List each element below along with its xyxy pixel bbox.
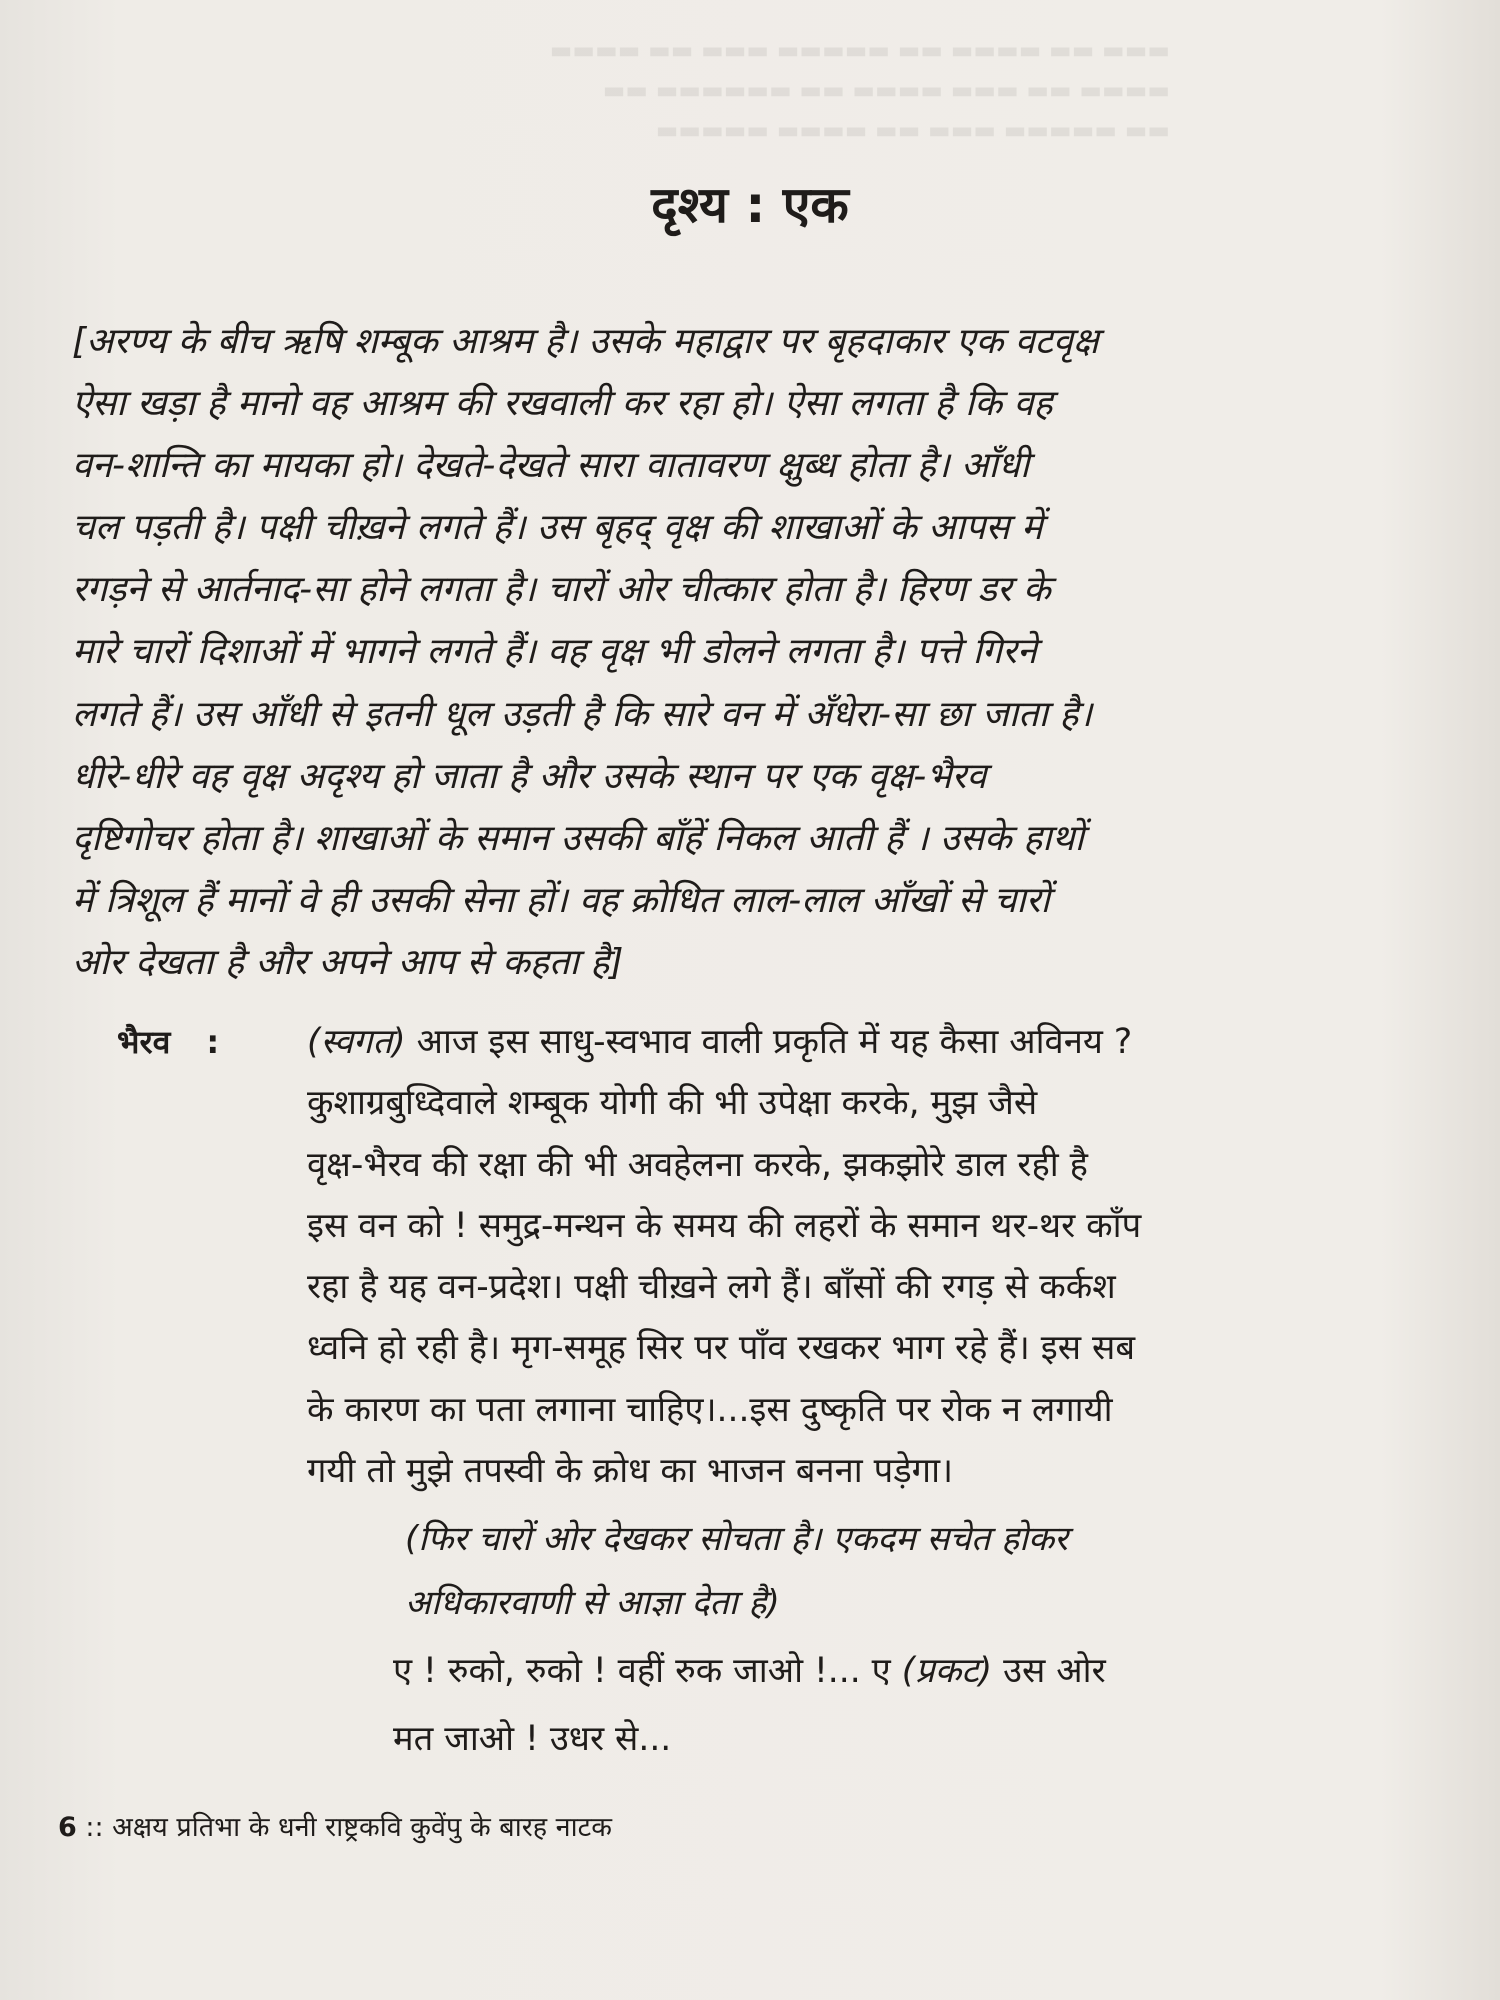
stage-direction-line: धीरे-धीरे वह वृक्ष अदृश्य हो जाता है और उसके स्थान पर एक वृक्ष-भैरव (72, 755, 987, 797)
page-footer (58, 1808, 612, 1848)
dialogue-line: ध्वनि हो रही है। मृग-समूह सिर पर पाँव रखकर भाग रहे हैं। इस सब (307, 1328, 1136, 1369)
book-title: अक्षय प्रतिभा के धनी राष्ट्रकवि कुवेंपु के बारह नाटक (112, 1812, 612, 1843)
stage-direction-line: वन-शान्ति का मायका हो। देखते-देखते सारा वातावरण क्षुब्ध होता है। आँधी (72, 445, 1030, 487)
stage-direction-line: मारे चारों दिशाओं में भागने लगते हैं। वह वृक्ष भी डोलने लगता है। पत्ते गिरने (72, 631, 1037, 673)
dialogue-line: के कारण का पता लगाना चाहिए।...इस दुष्कृति पर रोक न लगायी (307, 1389, 1113, 1430)
dialogue (307, 1012, 1477, 1502)
dialogue-text: ए ! रुको, रुको ! वहीं रुक जाओ !... ए (393, 1651, 902, 1691)
dialogue-line: वृक्ष-भैरव की रक्षा की भी अवहेलना करके, झकझोरे डाल रही है (307, 1144, 1088, 1185)
dialogue-line: गयी तो मुझे तपस्वी के क्रोध का भाजन बनना पड़ेगा। (307, 1451, 954, 1492)
stage-direction-line: में त्रिशूल हैं मानों वे ही उसकी सेना हों। वह क्रोधित लाल-लाल आँखों से चारों (72, 879, 1050, 921)
speaker-label (117, 1015, 219, 1070)
speaker-colon: : (206, 1023, 220, 1061)
stage-direction-line: लगते हैं। उस आँधी से इतनी धूल उड़ती है कि सारे वन में अँधेरा-सा छा जाता है। (72, 693, 1093, 735)
scene-title: दृश्य : एक (651, 176, 849, 234)
dialogue-continuation (393, 1637, 1483, 1773)
dialogue-line: कुशाग्रबुध्दिवाले शम्बूक योगी की भी उपेक्षा करके, मुझ जैसे (307, 1083, 1038, 1124)
dialogue-line: रहा है यह वन-प्रदेश। पक्षी चीख़ने लगे हैं। बाँसों की रगड़ से कर्कश (307, 1267, 1116, 1308)
stage-direction (72, 311, 1480, 994)
dialogue-text: उस ओर (992, 1651, 1106, 1691)
stage-direction-line: चल पड़ती है। पक्षी चीख़ने लगते हैं। उस बृहद् वृक्ष की शाखाओं के आपस में (72, 507, 1043, 549)
stage-aside-line: अधिकारवाणी से आज्ञा देता है) (405, 1583, 780, 1623)
dialogue-line: इस वन को ! समुद्र-मन्थन के समय की लहरों के समान थर-थर काँप (307, 1205, 1142, 1246)
page-number: 6 (58, 1812, 77, 1843)
stage-aside (405, 1507, 1480, 1635)
dialogue-line: मत जाओ ! उधर से... (393, 1719, 672, 1759)
aside-tag: (स्वगत) (307, 1022, 406, 1062)
stage-direction-line: रगड़ने से आर्तनाद-सा होने लगता है। चारों ओर चीत्कार होता है। हिरण डर के (72, 569, 1051, 611)
stage-direction-line: [अरण्य के बीच ऋषि शम्बूक आश्रम है। उसके महाद्वार पर बृहदाकार एक वटवृक्ष (72, 321, 1099, 362)
stage-direction-line: दृष्टिगोचर होता है। शाखाओं के समान उसकी बाँहें निकल आती हैं । उसके हाथों (72, 817, 1084, 859)
bleed-through-texture: ▬▬▬ ▬▬ ▬▬▬▬ ▬▬ ▬▬▬▬▬ ▬▬▬ ▬▬ ▬▬▬▬ ▬▬▬▬ ▬▬ ▬▬▬ ▬▬▬▬ ▬▬ ▬▬▬▬▬▬ ▬▬ ▬▬ ▬▬▬▬▬ ▬▬▬ ▬▬ ▬▬▬▬ ▬▬▬▬▬ (549, 36, 1170, 144)
dialogue-first-line-text: आज इस साधु-स्वभाव वाली प्रकृति में यह कैसा अविनय ? (405, 1022, 1133, 1062)
dialogue-line (393, 1637, 1483, 1705)
aside-tag: (प्रकट) (901, 1651, 993, 1691)
footer-separator: :: (76, 1812, 113, 1843)
stage-aside-line: (फिर चारों ओर देखकर सोचता है। एकदम सचेत होकर (405, 1519, 1068, 1559)
dialogue-line (307, 1012, 1477, 1073)
stage-direction-line: ऐसा खड़ा है मानो वह आश्रम की रखवाली कर रहा हो। ऐसा लगता है कि वह (72, 383, 1053, 425)
speaker-name: भैरव (117, 1023, 171, 1061)
stage-direction-line: ओर देखता है और अपने आप से कहता है] (72, 941, 624, 983)
